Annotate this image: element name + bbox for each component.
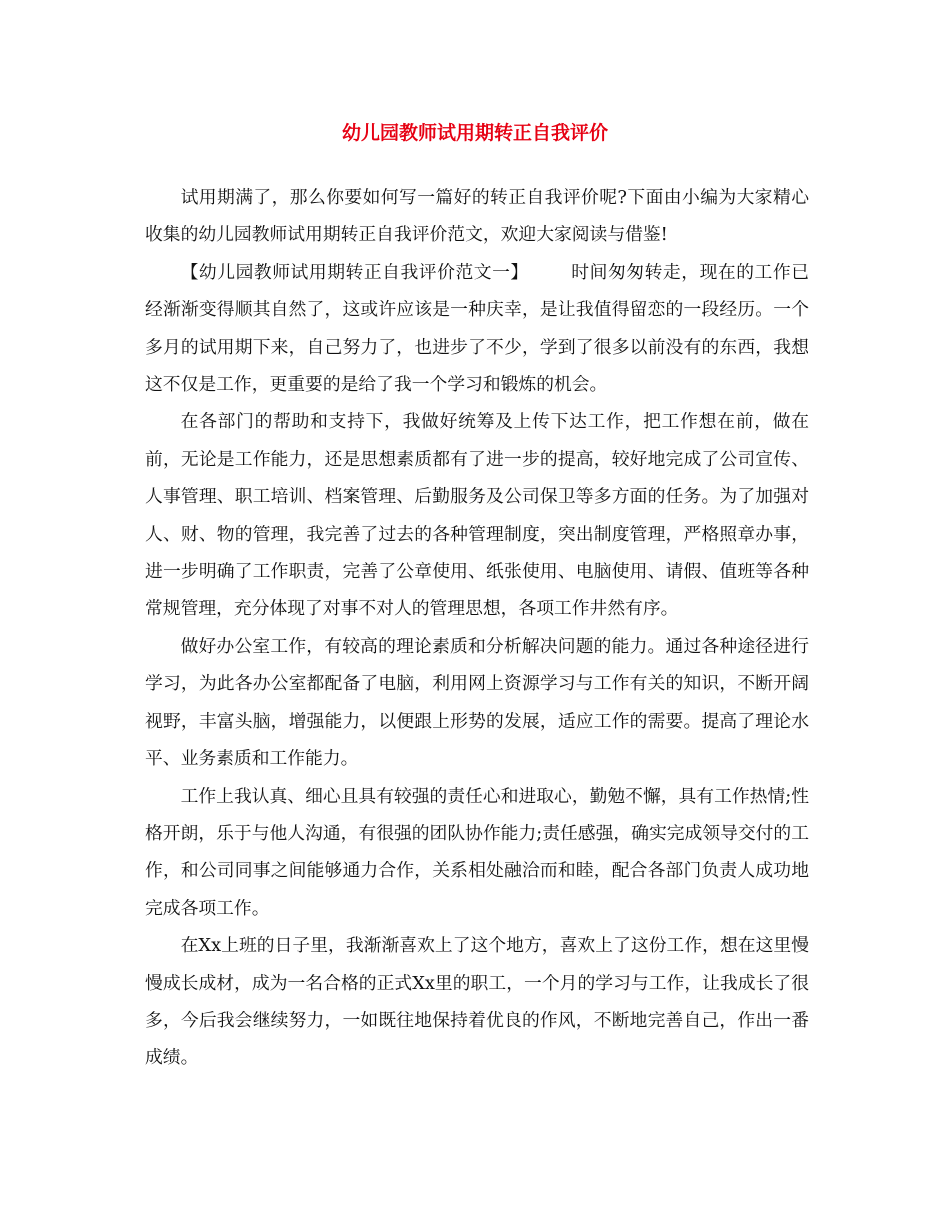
document-title: 幼儿园教师试用期转正自我评价 (341, 122, 608, 144)
body-paragraph-study: 做好办公室工作，有较高的理论素质和分析解决问题的能力。通过各种途径进行学习，为此各办公室都配备了电脑，利用网上资源学习与工作有关的知识，不断开阔视野，丰富头脑，增强能力，以便跟上形势的发展，适应工作的需要。提高了理论水平、业务素质和工作能力。 (145, 635, 809, 770)
document-body (145, 179, 809, 1077)
body-paragraph-attitude: 工作上我认真、细心且具有较强的责任心和进取心，勤勉不懈，具有工作热情;性格开朗，乐于与他人沟通，有很强的团队协作能力;责任感强，确实完成领导交付的工作，和公司同事之间能够通力合作，关系相处融洽而和睦，配合各部门负责人成功地完成各项工作。 (145, 785, 809, 919)
sample-heading: 【幼儿园教师试用期转正自我评价范文一】 (180, 261, 529, 283)
body-paragraph-conclusion: 在Xx上班的日子里，我渐渐喜欢上了这个地方，喜欢上了这份工作，想在这里慢慢成长成材，成为一名合格的正式Xx里的职工，一个月的学习与工作，让我成长了很多，今后我会继续努力，一如既往地保持着优良的作风，不断地完善自己，作出一番成绩。 (145, 935, 809, 1069)
sample-paragraph-1 (145, 254, 809, 404)
sample-first-paragraph: 时间匆匆转走，现在的工作已经渐渐变得顺其自然了，这或许应该是一种庆幸，是让我值得留恋的一段经历。一个多月的试用期下来，自己努力了，也进步了不少，学到了很多以前没有的东西，我想这不仅是工作，更重要的是给了我一个学习和锻炼的机会。 (145, 261, 809, 396)
intro-paragraph: 试用期满了，那么你要如何写一篇好的转正自我评价呢?下面由小编为大家精心收集的幼儿园教师试用期转正自我评价范文，欢迎大家阅读与借鉴! (145, 187, 809, 246)
body-paragraph-management: 在各部门的帮助和支持下，我做好统筹及上传下达工作，把工作想在前，做在前，无论是工作能力，还是思想素质都有了进一步的提高，较好地完成了公司宣传、人事管理、职工培训、档案管理、后勤服务及公司保卫等多方面的任务。为了加强对人、财、物的管理，我完善了过去的各种管理制度，突出制度管理，严格照章办事，进一步明确了工作职责，完善了公章使用、纸张使用、电脑使用、请假、值班等各种常规管理，充分体现了对事不对人的管理思想，各项工作井然有序。 (145, 411, 809, 620)
